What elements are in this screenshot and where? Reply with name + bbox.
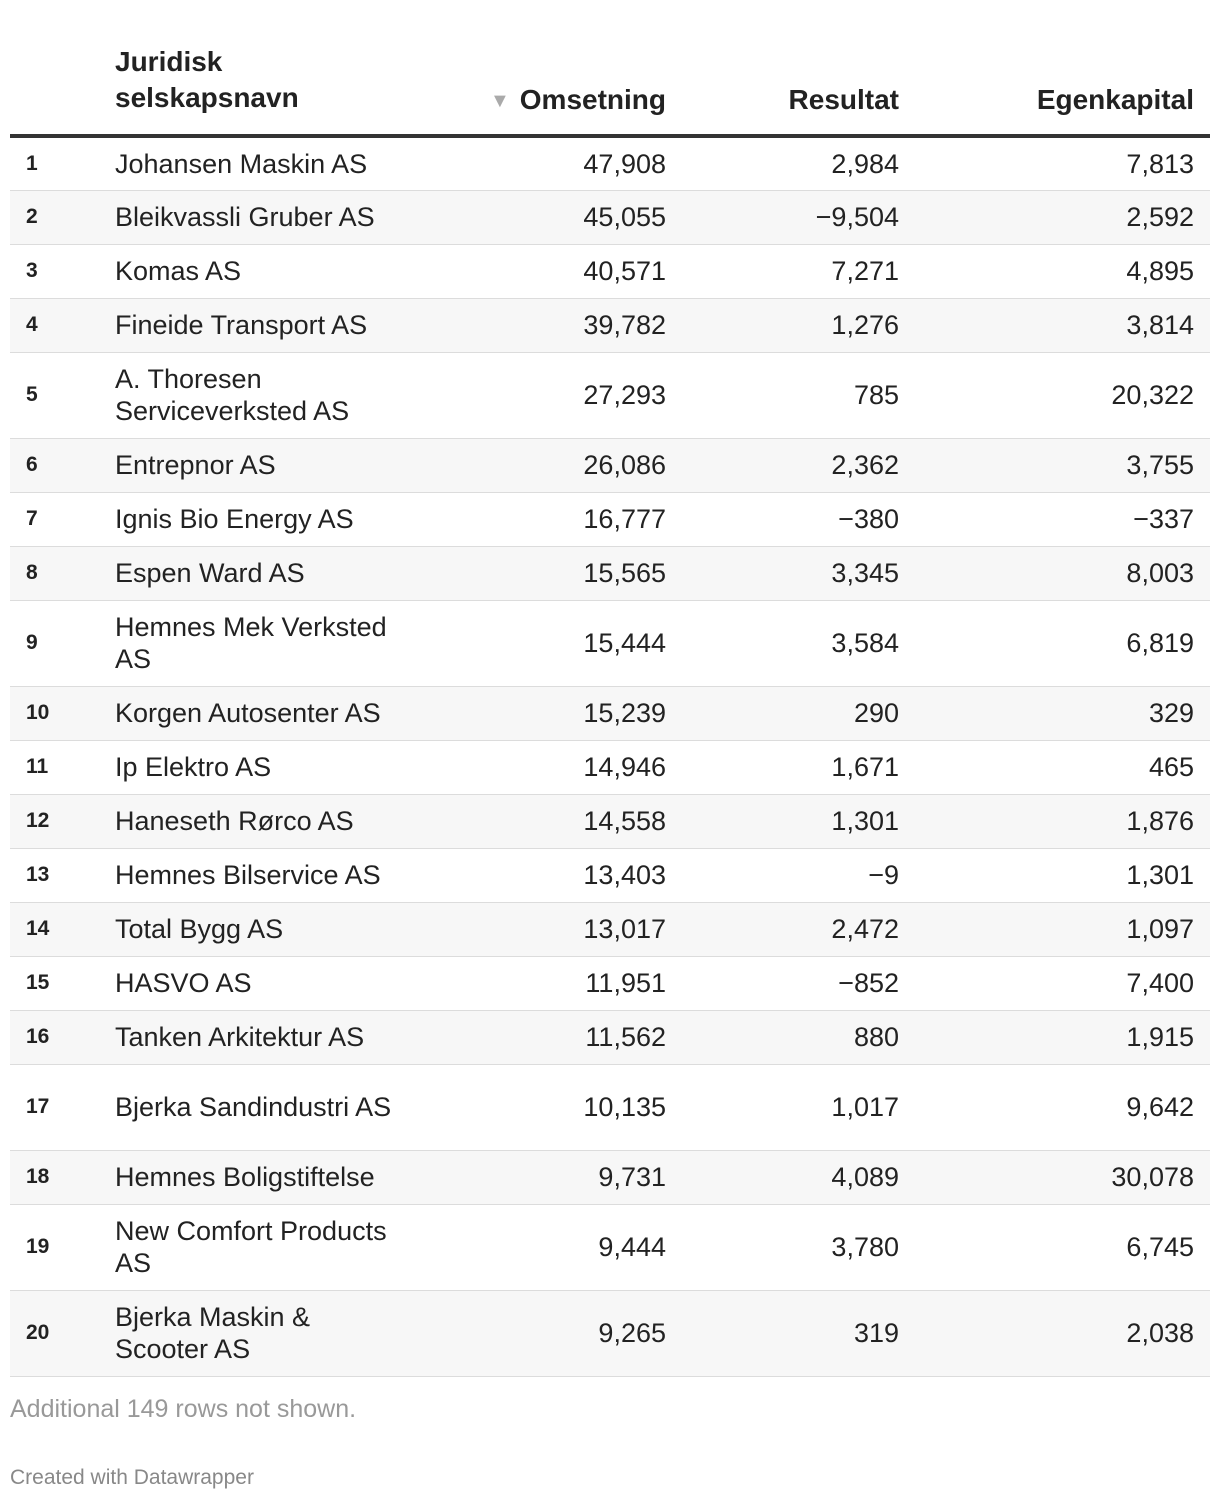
header-name-line1: Juridisk	[115, 46, 223, 77]
resultat-cell: 319	[682, 1290, 915, 1376]
omsetning-cell: 15,444	[395, 600, 682, 686]
company-name-cell: Tanken Arkitektur AS	[115, 1010, 395, 1064]
resultat-cell: 2,984	[682, 136, 915, 190]
rank-cell: 13	[10, 848, 115, 902]
egenkapital-cell: −337	[915, 492, 1210, 546]
company-name-cell: Hemnes Mek Verksted AS	[115, 600, 395, 686]
company-name-cell: A. Thoresen Serviceverksted AS	[115, 352, 395, 438]
omsetning-cell: 9,731	[395, 1150, 682, 1204]
table-row	[10, 298, 1210, 352]
company-name-cell: Bjerka Sandindustri AS	[115, 1064, 395, 1150]
header-egenkapital[interactable]: Egenkapital	[915, 0, 1210, 136]
table-row	[10, 492, 1210, 546]
egenkapital-cell: 2,592	[915, 190, 1210, 244]
table-row	[10, 546, 1210, 600]
egenkapital-cell: 1,097	[915, 902, 1210, 956]
company-name-cell: Komas AS	[115, 244, 395, 298]
omsetning-cell: 13,403	[395, 848, 682, 902]
table-row	[10, 848, 1210, 902]
egenkapital-cell: 7,400	[915, 956, 1210, 1010]
resultat-cell: 1,671	[682, 740, 915, 794]
company-name-cell: Hemnes Boligstiftelse	[115, 1150, 395, 1204]
data-table-container	[10, 0, 1210, 1377]
table-header-row	[10, 0, 1210, 136]
resultat-cell: 7,271	[682, 244, 915, 298]
company-table	[10, 0, 1210, 1377]
table-row	[10, 956, 1210, 1010]
omsetning-cell: 47,908	[395, 136, 682, 190]
egenkapital-cell: 6,819	[915, 600, 1210, 686]
footer-note: Additional 149 rows not shown.	[10, 1395, 357, 1423]
egenkapital-cell: 1,301	[915, 848, 1210, 902]
company-name-cell: Entrepnor AS	[115, 438, 395, 492]
sort-descending-icon: ▼	[489, 90, 510, 112]
omsetning-cell: 10,135	[395, 1064, 682, 1150]
company-name-cell: Korgen Autosenter AS	[115, 686, 395, 740]
rank-cell: 10	[10, 686, 115, 740]
egenkapital-cell: 329	[915, 686, 1210, 740]
table-row	[10, 1290, 1210, 1376]
company-name-cell: HASVO AS	[115, 956, 395, 1010]
resultat-cell: 2,362	[682, 438, 915, 492]
resultat-cell: −380	[682, 492, 915, 546]
header-company-name[interactable]	[115, 0, 395, 136]
resultat-cell: 290	[682, 686, 915, 740]
company-name-cell: Haneseth Rørco AS	[115, 794, 395, 848]
rank-cell: 11	[10, 740, 115, 794]
rank-cell: 2	[10, 190, 115, 244]
table-row	[10, 600, 1210, 686]
header-name-line2: selskapsnavn	[115, 82, 299, 113]
company-name-cell: New Comfort Products AS	[115, 1204, 395, 1290]
company-name-cell: Total Bygg AS	[115, 902, 395, 956]
omsetning-cell: 39,782	[395, 298, 682, 352]
table-row	[10, 902, 1210, 956]
resultat-cell: 1,301	[682, 794, 915, 848]
rank-cell: 8	[10, 546, 115, 600]
table-row	[10, 244, 1210, 298]
egenkapital-cell: 465	[915, 740, 1210, 794]
rank-cell: 7	[10, 492, 115, 546]
resultat-cell: −9	[682, 848, 915, 902]
table-row	[10, 438, 1210, 492]
resultat-cell: 4,089	[682, 1150, 915, 1204]
table-row	[10, 1204, 1210, 1290]
rank-cell: 12	[10, 794, 115, 848]
credit-text: Created with Datawrapper	[10, 1466, 254, 1489]
resultat-cell: −9,504	[682, 190, 915, 244]
egenkapital-cell: 1,876	[915, 794, 1210, 848]
company-name-cell: Ignis Bio Energy AS	[115, 492, 395, 546]
omsetning-cell: 9,265	[395, 1290, 682, 1376]
omsetning-cell: 9,444	[395, 1204, 682, 1290]
omsetning-cell: 15,565	[395, 546, 682, 600]
omsetning-cell: 11,951	[395, 956, 682, 1010]
resultat-cell: 785	[682, 352, 915, 438]
rank-cell: 9	[10, 600, 115, 686]
resultat-cell: 3,780	[682, 1204, 915, 1290]
omsetning-cell: 27,293	[395, 352, 682, 438]
egenkapital-cell: 6,745	[915, 1204, 1210, 1290]
table-row	[10, 1064, 1210, 1150]
resultat-cell: 1,276	[682, 298, 915, 352]
header-resultat[interactable]: Resultat	[682, 0, 915, 136]
table-row	[10, 740, 1210, 794]
omsetning-cell: 16,777	[395, 492, 682, 546]
table-row	[10, 190, 1210, 244]
company-name-cell: Ip Elektro AS	[115, 740, 395, 794]
company-name-cell: Fineide Transport AS	[115, 298, 395, 352]
omsetning-cell: 14,946	[395, 740, 682, 794]
rank-cell: 5	[10, 352, 115, 438]
resultat-cell: 2,472	[682, 902, 915, 956]
resultat-cell: 1,017	[682, 1064, 915, 1150]
resultat-cell: 880	[682, 1010, 915, 1064]
rank-cell: 19	[10, 1204, 115, 1290]
rank-cell: 15	[10, 956, 115, 1010]
rank-cell: 14	[10, 902, 115, 956]
company-name-cell: Espen Ward AS	[115, 546, 395, 600]
omsetning-cell: 15,239	[395, 686, 682, 740]
omsetning-cell: 11,562	[395, 1010, 682, 1064]
rank-cell: 16	[10, 1010, 115, 1064]
omsetning-cell: 45,055	[395, 190, 682, 244]
table-row	[10, 1150, 1210, 1204]
egenkapital-cell: 2,038	[915, 1290, 1210, 1376]
header-rank	[10, 0, 115, 136]
egenkapital-cell: 7,813	[915, 136, 1210, 190]
company-name-cell: Hemnes Bilservice AS	[115, 848, 395, 902]
rank-cell: 4	[10, 298, 115, 352]
company-name-cell: Johansen Maskin AS	[115, 136, 395, 190]
table-body	[10, 136, 1210, 1376]
egenkapital-cell: 20,322	[915, 352, 1210, 438]
rank-cell: 18	[10, 1150, 115, 1204]
table-row	[10, 136, 1210, 190]
header-omsetning-label: Omsetning	[519, 84, 666, 115]
egenkapital-cell: 30,078	[915, 1150, 1210, 1204]
header-omsetning[interactable]	[395, 0, 682, 136]
table-row	[10, 686, 1210, 740]
egenkapital-cell: 4,895	[915, 244, 1210, 298]
rank-cell: 1	[10, 136, 115, 190]
egenkapital-cell: 3,814	[915, 298, 1210, 352]
egenkapital-cell: 9,642	[915, 1064, 1210, 1150]
omsetning-cell: 40,571	[395, 244, 682, 298]
resultat-cell: −852	[682, 956, 915, 1010]
rank-cell: 6	[10, 438, 115, 492]
company-name-cell: Bjerka Maskin & Scooter AS	[115, 1290, 395, 1376]
table-row	[10, 794, 1210, 848]
egenkapital-cell: 3,755	[915, 438, 1210, 492]
omsetning-cell: 13,017	[395, 902, 682, 956]
omsetning-cell: 14,558	[395, 794, 682, 848]
egenkapital-cell: 8,003	[915, 546, 1210, 600]
egenkapital-cell: 1,915	[915, 1010, 1210, 1064]
rank-cell: 17	[10, 1064, 115, 1150]
company-name-cell: Bleikvassli Gruber AS	[115, 190, 395, 244]
rank-cell: 20	[10, 1290, 115, 1376]
rank-cell: 3	[10, 244, 115, 298]
resultat-cell: 3,584	[682, 600, 915, 686]
resultat-cell: 3,345	[682, 546, 915, 600]
table-row	[10, 352, 1210, 438]
table-row	[10, 1010, 1210, 1064]
omsetning-cell: 26,086	[395, 438, 682, 492]
